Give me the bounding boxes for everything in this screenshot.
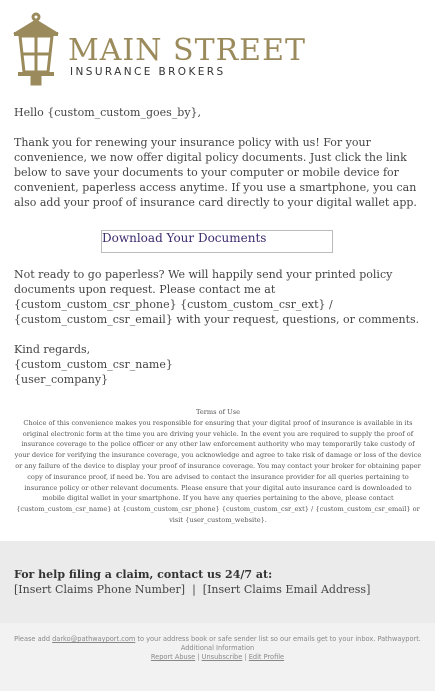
footer-prefix: Please add <box>14 635 53 643</box>
download-button[interactable] <box>101 230 333 253</box>
claims-help-section <box>0 541 435 623</box>
footer-safe-sender <box>0 635 435 644</box>
brand-tagline: INSURANCE BROKERS <box>70 66 226 78</box>
email-header <box>0 0 435 100</box>
footer-additional-info: Additional Information <box>180 644 255 652</box>
footer-links <box>0 653 435 662</box>
edit-profile-link[interactable]: Edit Profile <box>248 653 285 661</box>
intro-paragraph: Thank you for renewing your insurance policy with us! For your convenience, we now offer digital policy documents. Just click the link below to save your documents to your computer or mobile device for convenient, paperless access anytime. If you use a smartphone, you can also add your proof of insurance card directly to your digital wallet app. <box>14 136 417 209</box>
signoff-name: {custom_custom_csr_name} <box>14 358 173 371</box>
signoff-company: {user_company} <box>14 373 109 386</box>
download-documents-link[interactable]: Download Your Documents <box>102 231 267 245</box>
greeting: Hello {custom_custom_goes_by}, <box>14 106 202 119</box>
terms-of-use <box>14 407 422 526</box>
terms-body: Choice of this convenience makes you responsible for ensuring that your digital proof of insurance is available in its original electronic form at the time you are driving your vehicle. In the event you are required to supply the proof of insurance coverage to the police officer or any other law enforcement authority who may temporarily take custody of your device for verifying the insurance coverage, you acknowledge and agree to take risk of damage or loss of the device or any failure of the device to display your proof of insurance coverage. You may contact your broker for obtaining paper copy of insurance proof, if need be. You are advised to contact the insurance provider for all queries pertaining to insurance policy or other relevant documents. Please ensure that your digital auto insurance card is downloaded to mobile digital wallet in your smartphone. If you have any queries pertaining to the above, please contact {custom_custom_csr_name} at {custom_custom_csr_phone} {custom_custom_csr_ext} / {custom_custom_csr_email} or visit {user_custom_website}. <box>14 418 422 524</box>
brand-name: MAIN STREET <box>68 33 306 68</box>
signoff-regards: Kind regards, <box>14 343 91 356</box>
footer-suffix: to your address book or safe sender list so our emails get to your inbox. Pathwayport. <box>135 635 421 643</box>
claims-separator: | <box>192 583 196 596</box>
claims-email: [Insert Claims Email Address] <box>202 583 371 596</box>
paperless-paragraph: Not ready to go paperless? We will happily send your printed policy documents upon request. Please contact me at {custom_custom_csr_phone} {custom_custom_csr_ext} / {custom_custom_csr_email} with your request, questions, or comments. <box>14 268 420 326</box>
terms-title: Terms of Use <box>195 408 241 416</box>
unsubscribe-link[interactable]: Unsubscribe <box>201 653 243 661</box>
report-abuse-link[interactable]: Report Abuse <box>150 653 196 661</box>
footer-sep: | <box>244 653 247 661</box>
footer-email-link[interactable]: darko@pathwayport.com <box>52 635 136 643</box>
claims-phone: [Insert Claims Phone Number] <box>14 583 186 596</box>
claims-help-title: For help filing a claim, contact us 24/7 at: <box>14 568 273 581</box>
claims-contact-line <box>14 583 370 596</box>
email-footer <box>0 623 435 691</box>
footer-sep: | <box>197 653 200 661</box>
lantern-icon <box>8 12 64 88</box>
